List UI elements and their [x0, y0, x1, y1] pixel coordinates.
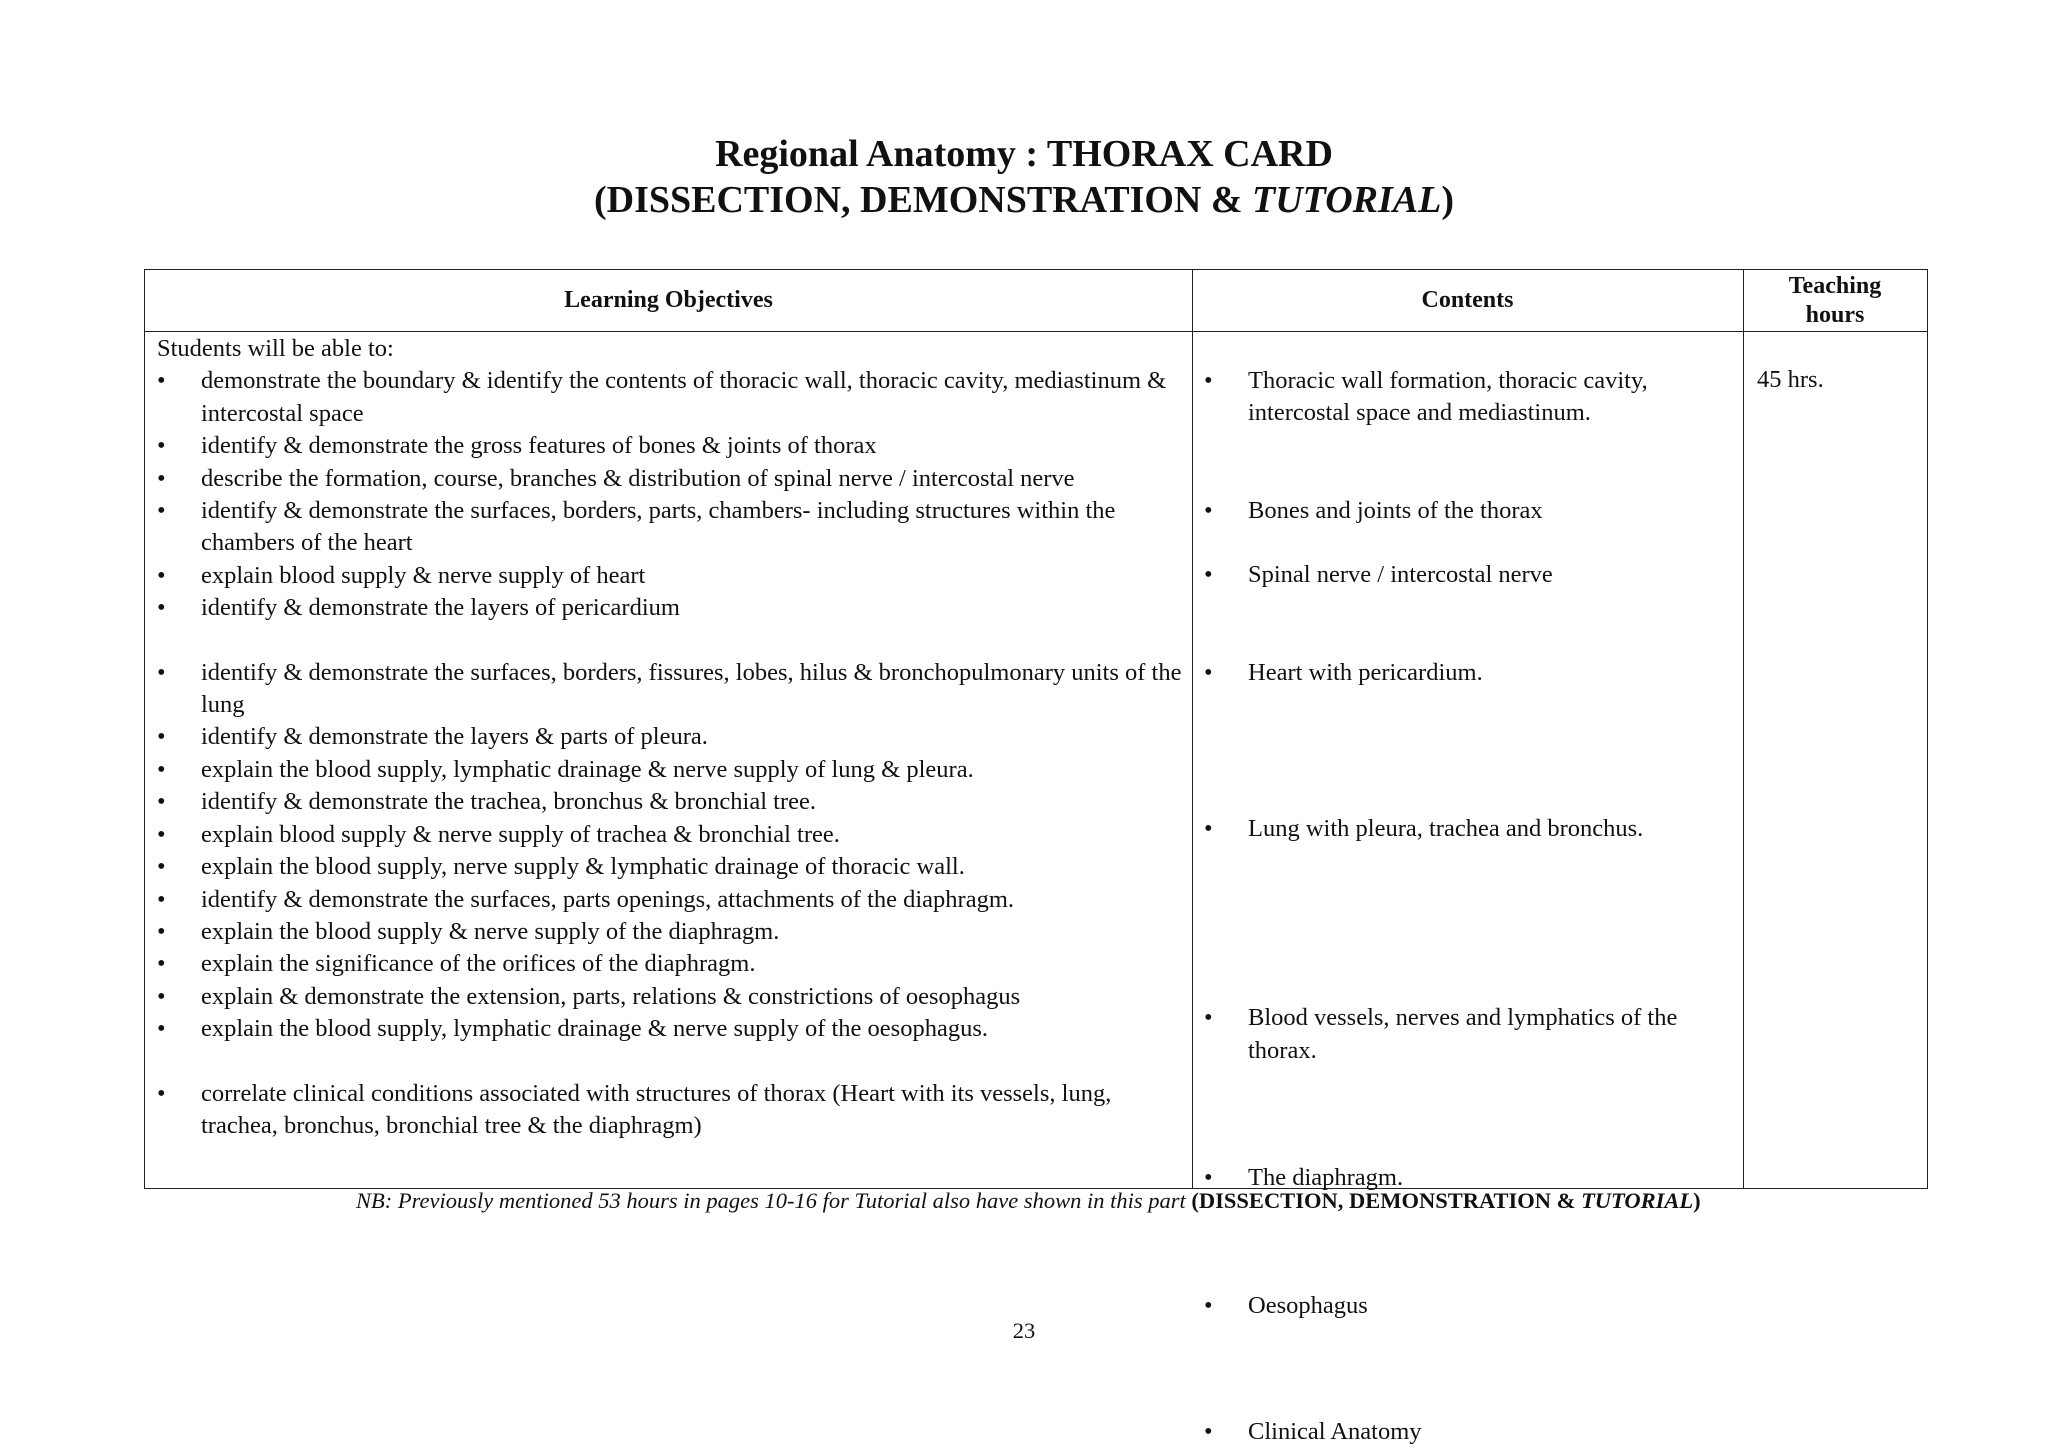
header-divider [145, 331, 1927, 332]
objective-item: • explain & demonstrate the extension, parts, relations & constrictions of oesophagus [145, 981, 1185, 1013]
footnote-bold: (DISSECTION, DEMONSTRATION & [1191, 1188, 1582, 1213]
content-item: • Oesophagus [1192, 1290, 1748, 1322]
content-item: • Blood vessels, nerves and lymphatics of the thorax. [1192, 1002, 1748, 1067]
objective-item: • demonstrate the boundary & identify the contents of thoracic wall, thoracic cavity, mediastinum & intercostal space [145, 365, 1185, 430]
objective-item: • identify & demonstrate the gross features of bones & joints of thorax [145, 430, 1185, 462]
content-item: • Spinal nerve / intercostal nerve [1192, 559, 1748, 591]
objective-item: • identify & demonstrate the trachea, bronchus & bronchial tree. [145, 786, 1185, 818]
content-item: • Heart with pericardium. [1192, 657, 1748, 689]
subtitle-prefix: (DISSECTION, DEMONSTRATION & [593, 179, 1253, 221]
footnote [356, 1186, 1701, 1216]
content-item: • Thoracic wall formation, thoracic cavity, intercostal space and mediastinum. [1192, 365, 1748, 430]
header-teaching-hours: Teaching hours [1788, 272, 1882, 328]
objective-item: • identify & demonstrate the surfaces, parts openings, attachments of the diaphragm. [145, 884, 1185, 916]
subtitle-suffix: ) [1441, 179, 1455, 221]
footnote-bold-end: ) [1693, 1188, 1701, 1213]
objective-item: • explain the blood supply, lymphatic drainage & nerve supply of the oesophagus. [145, 1013, 1185, 1045]
objective-item: • describe the formation, course, branches & distribution of spinal nerve / intercostal nerve [145, 463, 1185, 495]
footnote-text: NB: Previously mentioned 53 hours in pages 10-16 for Tutorial also have shown in this part [356, 1188, 1192, 1213]
objectives-cell [145, 333, 1185, 1142]
objective-item: • explain the blood supply, lymphatic drainage & nerve supply of lung & pleura. [145, 754, 1185, 786]
objective-item: • correlate clinical conditions associated with structures of thorax (Heart with its vessels, lung, trachea, bronchus, bronchial tree & the diaphragm) [145, 1078, 1185, 1143]
objective-item: • explain blood supply & nerve supply of heart [145, 560, 1185, 592]
objective-item: • explain the significance of the orifices of the diaphragm. [145, 948, 1185, 980]
objective-item: • explain the blood supply, nerve supply & lymphatic drainage of thoracic wall. [145, 851, 1185, 883]
objective-item: • identify & demonstrate the surfaces, borders, parts, chambers- including structures within the chambers of the heart [145, 495, 1185, 560]
content-item: • Lung with pleura, trachea and bronchus. [1192, 813, 1748, 845]
content-item: • The diaphragm. [1192, 1162, 1748, 1194]
objective-item: • identify & demonstrate the surfaces, borders, fissures, lobes, hilus & bronchopulmonary units of the lung [145, 657, 1185, 722]
header-learning-objectives: Learning Objectives [564, 287, 773, 313]
objective-item: • identify & demonstrate the layers of pericardium [145, 592, 1185, 624]
page-number: 23 [1012, 1318, 1036, 1343]
subtitle-italic: TUTORIAL [1252, 179, 1442, 221]
page-title: Regional Anatomy : THORAX CARD [715, 133, 1333, 175]
content-item: • Bones and joints of the thorax [1192, 495, 1748, 527]
page-subtitle [0, 177, 2048, 223]
footnote-bold-italic: TUTORIAL [1581, 1188, 1694, 1213]
objectives-intro: Students will be able to: [157, 335, 394, 362]
content-item: • Clinical Anatomy [1192, 1416, 1748, 1448]
teaching-hours-value: 45 hrs. [1757, 366, 1824, 393]
objective-item: • explain blood supply & nerve supply of trachea & bronchial tree. [145, 819, 1185, 851]
header-contents: Contents [1421, 287, 1514, 313]
objective-item: • explain the blood supply & nerve supply of the diaphragm. [145, 916, 1185, 948]
objective-item: • identify & demonstrate the layers & parts of pleura. [145, 721, 1185, 753]
